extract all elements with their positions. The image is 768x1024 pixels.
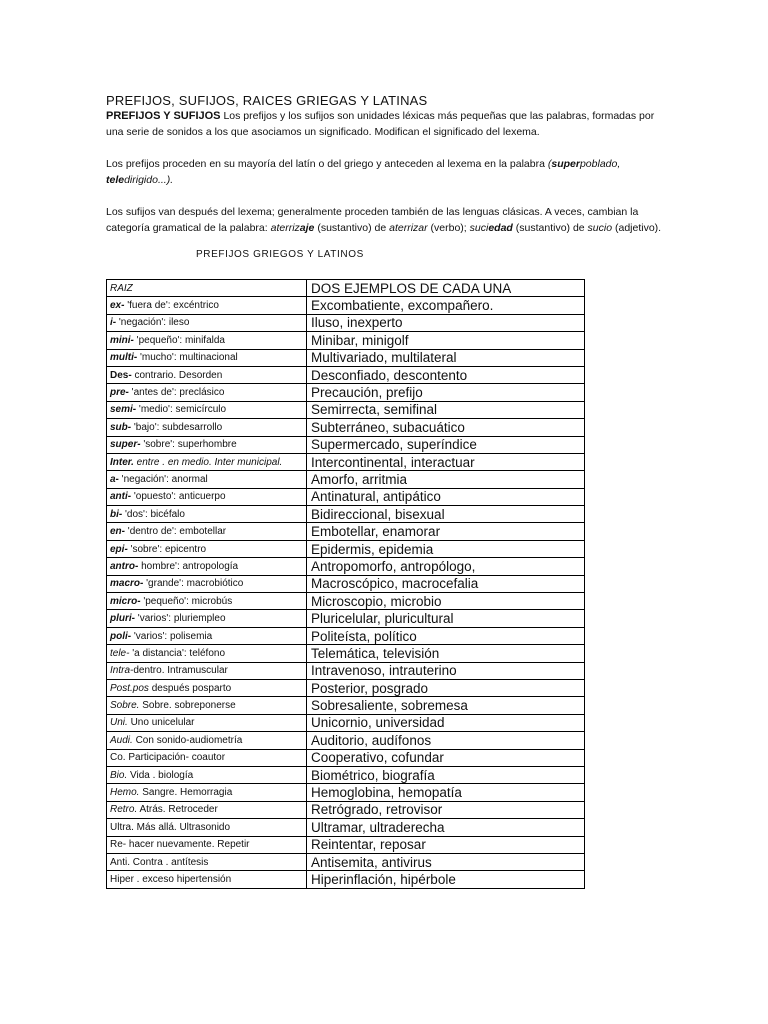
cell-raiz: [107, 679, 307, 696]
prefix-label: Uni.: [110, 717, 128, 729]
prefix-label: Inter.: [110, 456, 134, 468]
prefix-table-body: [107, 280, 585, 889]
cell-examples: Embotellar, enamorar: [307, 523, 585, 540]
cell-raiz: [107, 540, 307, 557]
document-title: PREFIJOS, SUFIJOS, RAICES GRIEGAS Y LATINAS: [106, 93, 428, 108]
prefix-meaning: Con sonido-audiometría: [132, 734, 243, 746]
prefix-label: anti-: [110, 491, 132, 503]
prefix-meaning: Co. Participación- coautor: [110, 752, 226, 764]
table-row: [107, 488, 585, 505]
prefix-meaning: 'dos': bicéfalo: [122, 508, 185, 520]
cell-raiz: [107, 732, 307, 749]
table-row: [107, 540, 585, 557]
cell-raiz: [107, 366, 307, 383]
cell-examples: Unicornio, universidad: [307, 714, 585, 731]
table-row: [107, 558, 585, 575]
prefix-label: pre-: [110, 387, 129, 399]
cell-examples: Biométrico, biografía: [307, 766, 585, 783]
table-row: [107, 610, 585, 627]
cell-examples: Precaución, prefijo: [307, 384, 585, 401]
prefix-meaning: 'negación': ileso: [116, 317, 190, 329]
table-row: [107, 401, 585, 418]
prefix-meaning: 'fuera de': excéntrico: [124, 300, 219, 312]
cell-raiz: [107, 853, 307, 870]
table-row: [107, 384, 585, 401]
prefix-label: semi-: [110, 404, 137, 416]
prefix-label: tele-: [110, 647, 130, 659]
prefix-meaning: 'sobre': superhombre: [140, 439, 237, 451]
cell-examples: Hemoglobina, hemopatía: [307, 784, 585, 801]
intro-paragraph: [106, 108, 666, 140]
cell-raiz: [107, 593, 307, 610]
suffix-paragraph: Los sufijos van después del lexema; generalmente proceden también de las lenguas clásicas. A veces, cambian la categoría gramatical de la palabra: aterrizaje (sustantivo) de aterrizar (verbo); suciedad (sustantivo) de sucio (adjetivo).: [106, 206, 662, 234]
prefix-meaning: 'grande': macrobiótico: [143, 578, 244, 590]
table-row: [107, 453, 585, 470]
prefix-meaning: Anti. Contra . antítesis: [110, 856, 209, 868]
table-row: [107, 419, 585, 436]
prefix-meaning: 'sobre': epicentro: [127, 543, 207, 555]
prefix-label: Intra-: [110, 665, 134, 677]
prefix-meaning: 'opuesto': anticuerpo: [131, 491, 226, 503]
suffix-text: Los sufijos van después del lexema; generalmente proceden también de las lenguas clásicas. A veces, cambian la categoría gramatical de la palabra:: [106, 206, 639, 234]
cell-examples: Microscopio, microbio: [307, 593, 585, 610]
cell-examples: Intercontinental, interactuar: [307, 453, 585, 470]
prefix-paragraph: Los prefijos proceden en su mayoría del latín o del griego y anteceden al lexema en la palabra (superpoblado, teledirigido...).: [106, 158, 621, 186]
prefix-label: Hemo.: [110, 787, 140, 799]
prefix-label: Bio.: [110, 769, 128, 781]
suffix-aje: aje: [299, 222, 315, 234]
cell-raiz: [107, 506, 307, 523]
table-row: [107, 819, 585, 836]
cell-examples: Pluricelular, pluricultural: [307, 610, 585, 627]
cell-raiz: [107, 784, 307, 801]
prefix-meaning: contrario. Desorden: [131, 369, 223, 381]
prefix-meaning: Vida . biología: [127, 769, 194, 781]
prefix-label: super-: [110, 439, 141, 451]
prefix-meaning: 'bajo': subdesarrollo: [131, 421, 223, 433]
table-row: [107, 714, 585, 731]
cell-raiz: [107, 558, 307, 575]
table-row: [107, 332, 585, 349]
prefix-label: antro-: [110, 560, 139, 572]
prefix-meaning: 'dentro de': embotellar: [125, 526, 227, 538]
cell-raiz: [107, 419, 307, 436]
cell-examples: Subterráneo, subacuático: [307, 419, 585, 436]
prefix-meaning: después posparto: [148, 682, 232, 694]
cell-raiz: [107, 436, 307, 453]
table-row: [107, 697, 585, 714]
cell-raiz: [107, 766, 307, 783]
table-row: [107, 871, 585, 888]
table-row: [107, 349, 585, 366]
header-ejemplos: DOS EJEMPLOS DE CADA UNA: [307, 280, 585, 297]
intro-text: Los prefijos y los sufijos son unidades léxicas más pequeñas que las palabras, formadas por una serie de sonidos a los que asociamos un significado. Modifican el significado del lexema.: [106, 110, 655, 138]
table-row: [107, 749, 585, 766]
example-tele: tele: [106, 174, 125, 186]
cell-examples: Politeísta, político: [307, 627, 585, 644]
suffix-edad: edad: [488, 222, 513, 234]
cell-raiz: [107, 471, 307, 488]
table-row: [107, 627, 585, 644]
cell-examples: Bidireccional, bisexual: [307, 506, 585, 523]
table-row: [107, 853, 585, 870]
table-row: [107, 801, 585, 818]
prefix-meaning: 'pequeño': microbús: [140, 595, 233, 607]
cell-examples: Telemática, televisión: [307, 645, 585, 662]
cell-raiz: [107, 384, 307, 401]
prefix-meaning: Sobre. sobreponerse: [139, 700, 236, 712]
cell-raiz: [107, 697, 307, 714]
prefix-meaning: hombre': antropología: [138, 560, 239, 572]
cell-raiz: [107, 332, 307, 349]
prefix-meaning: 'negación': anormal: [118, 473, 208, 485]
prefix-label: sub-: [110, 421, 132, 433]
prefix-meaning: dentro. Intramuscular: [133, 665, 228, 677]
prefix-label: en-: [110, 526, 125, 538]
prefix-meaning: 'varios': pluriempleo: [135, 613, 226, 625]
cell-examples: Sobresaliente, sobremesa: [307, 697, 585, 714]
cell-examples: Posterior, posgrado: [307, 679, 585, 696]
table-row: [107, 836, 585, 853]
cell-raiz: [107, 453, 307, 470]
table-row: [107, 575, 585, 592]
cell-examples: Hiperinflación, hipérbole: [307, 871, 585, 888]
prefix-label: poli-: [110, 630, 132, 642]
prefix-label: Des-: [110, 369, 132, 381]
table-row: [107, 366, 585, 383]
table-header-row: [107, 280, 585, 297]
table-row: [107, 645, 585, 662]
table-row: [107, 523, 585, 540]
prefix-meaning: Ultra. Más allá. Ultrasonido: [110, 821, 231, 833]
header-raiz: RAIZ: [107, 280, 307, 297]
cell-examples: Minibar, minigolf: [307, 332, 585, 349]
prefix-meaning: 'antes de': preclásico: [128, 387, 225, 399]
prefix-label: micro-: [110, 595, 141, 607]
cell-examples: Auditorio, audífonos: [307, 732, 585, 749]
cell-raiz: [107, 662, 307, 679]
cell-raiz: [107, 297, 307, 314]
cell-raiz: [107, 610, 307, 627]
cell-raiz: [107, 488, 307, 505]
cell-raiz: [107, 401, 307, 418]
cell-raiz: [107, 523, 307, 540]
table-subtitle: PREFIJOS GRIEGOS Y LATINOS: [196, 249, 364, 260]
prefix-meaning: 'varios': polisemia: [131, 630, 213, 642]
prefix-meaning: Atrás. Retroceder: [137, 804, 218, 816]
cell-raiz: [107, 575, 307, 592]
cell-examples: Amorfo, arritmia: [307, 471, 585, 488]
cell-raiz: [107, 871, 307, 888]
prefix-label: macro-: [110, 578, 144, 590]
cell-raiz: [107, 801, 307, 818]
prefix-meaning: 'mucho': multinacional: [137, 352, 238, 364]
cell-raiz: [107, 645, 307, 662]
prefix-label: Retro.: [110, 804, 138, 816]
cell-raiz: [107, 314, 307, 331]
cell-examples: Epidermis, epidemia: [307, 540, 585, 557]
table-row: [107, 314, 585, 331]
prefix-meaning: 'pequeño': minifalda: [133, 334, 225, 346]
prefix-label: Sobre.: [110, 700, 140, 712]
prefix-meaning: entre . en medio. Inter municipal.: [133, 456, 283, 468]
prefix-label: multi-: [110, 352, 138, 364]
prefix-meaning: 'a distancia': teléfono: [129, 647, 225, 659]
cell-examples: Semirrecta, semifinal: [307, 401, 585, 418]
table-row: [107, 436, 585, 453]
cell-examples: Macroscópico, macrocefalia: [307, 575, 585, 592]
cell-examples: Supermercado, superíndice: [307, 436, 585, 453]
table-row: [107, 593, 585, 610]
table-row: [107, 662, 585, 679]
example-super: super: [551, 158, 580, 170]
cell-examples: Retrógrado, retrovisor: [307, 801, 585, 818]
table-row: [107, 679, 585, 696]
cell-examples: Reintentar, reposar: [307, 836, 585, 853]
cell-examples: Ultramar, ultraderecha: [307, 819, 585, 836]
cell-examples: Antropomorfo, antropólogo,: [307, 558, 585, 575]
prefix-meaning: Hiper . exceso hipertensión: [110, 873, 232, 885]
intro-lead: PREFIJOS Y SUFIJOS: [106, 110, 221, 122]
prefix-label: pluri-: [110, 613, 135, 625]
prefix-meaning: 'medio': semicírculo: [136, 404, 227, 416]
cell-examples: Excombatiente, excompañero.: [307, 297, 585, 314]
prefix-label: i-: [110, 317, 117, 329]
prefix-label: Post.pos: [110, 682, 149, 694]
cell-raiz: [107, 714, 307, 731]
cell-raiz: [107, 349, 307, 366]
prefix-meaning: Re- hacer nuevamente. Repetir: [110, 839, 250, 851]
cell-examples: Iluso, inexperto: [307, 314, 585, 331]
cell-examples: Multivariado, multilateral: [307, 349, 585, 366]
cell-raiz: [107, 836, 307, 853]
cell-examples: Antinatural, antipático: [307, 488, 585, 505]
table-row: [107, 784, 585, 801]
table-row: [107, 506, 585, 523]
prefix-text: Los prefijos proceden en su mayoría del latín o del griego y anteceden al lexema en la palabra: [106, 158, 548, 170]
cell-examples: Cooperativo, cofundar: [307, 749, 585, 766]
cell-examples: Desconfiado, descontento: [307, 366, 585, 383]
prefix-meaning: Uno unicelular: [127, 717, 195, 729]
prefix-meaning: Sangre. Hemorragia: [139, 787, 233, 799]
cell-raiz: [107, 749, 307, 766]
table-row: [107, 297, 585, 314]
prefix-label: a-: [110, 473, 119, 485]
table-row: [107, 732, 585, 749]
prefix-label: ex-: [110, 300, 125, 312]
cell-examples: Antisemita, antivirus: [307, 853, 585, 870]
prefix-label: mini-: [110, 334, 134, 346]
prefix-label: epi-: [110, 543, 128, 555]
prefix-label: Audi.: [110, 734, 133, 746]
cell-examples: Intravenoso, intrauterino: [307, 662, 585, 679]
table-row: [107, 766, 585, 783]
table-row: [107, 471, 585, 488]
cell-raiz: [107, 627, 307, 644]
prefix-table: [106, 279, 585, 889]
prefix-label: bi-: [110, 508, 123, 520]
cell-raiz: [107, 819, 307, 836]
